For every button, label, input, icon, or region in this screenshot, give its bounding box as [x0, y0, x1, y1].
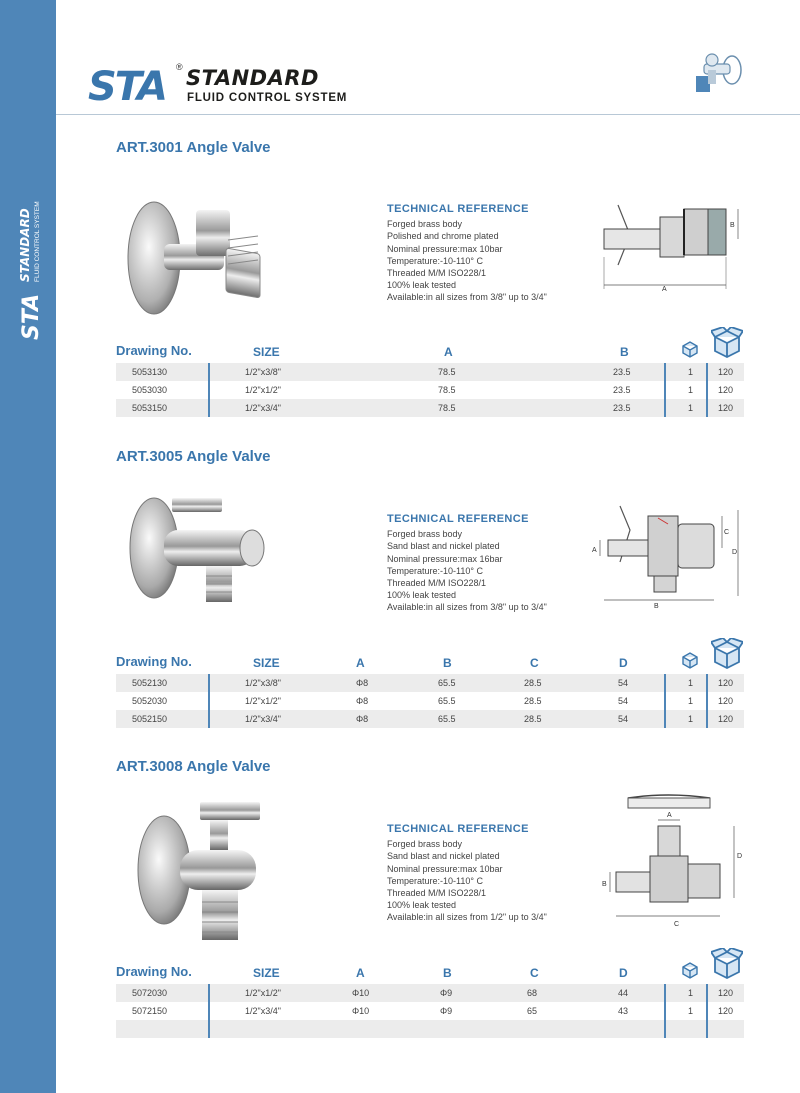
cell-b: 23.5 — [613, 403, 631, 413]
cell-drawing-no: 5052130 — [132, 678, 168, 688]
tech-line: Nominal pressure:max 16bar — [387, 553, 503, 564]
table-row — [116, 1020, 744, 1038]
header-divider — [56, 114, 800, 115]
tech-line: Threaded M/M ISO228/1 — [387, 578, 487, 589]
row-divider — [208, 984, 210, 1002]
dim-label-c: C — [724, 529, 730, 536]
tech-line: Forged brass body — [387, 529, 463, 540]
cell-b: 23.5 — [613, 367, 631, 377]
cell-size: 1/2"x1/2" — [245, 696, 281, 706]
tech-reference-3008 — [387, 823, 547, 924]
cell-qty-carton: 120 — [718, 385, 734, 395]
row-divider — [208, 710, 210, 728]
cell-qty-carton: 120 — [718, 1006, 734, 1016]
table-row — [116, 710, 744, 728]
cell-drawing-no: 5072150 — [132, 1006, 168, 1016]
row-divider — [706, 381, 708, 399]
cell-c: 65 — [527, 1006, 538, 1016]
row-divider — [664, 984, 666, 1002]
dim-label-d: D — [737, 853, 743, 860]
cell-b: 23.5 — [613, 385, 631, 395]
single-box-icon — [681, 961, 699, 979]
tech-title: TECHNICAL REFERENCE — [387, 203, 529, 215]
table-row — [116, 363, 744, 381]
row-divider — [664, 363, 666, 381]
cell-a: 78.5 — [438, 403, 456, 413]
cell-a: Φ8 — [356, 696, 369, 706]
cell-qty-carton: 120 — [718, 696, 734, 706]
sidebar — [0, 0, 56, 1093]
row-divider — [208, 692, 210, 710]
cell-d: 43 — [618, 1006, 629, 1016]
cell-qty-carton: 120 — [718, 988, 734, 998]
col-a: A — [356, 966, 365, 980]
tech-line: Nominal pressure:max 10bar — [387, 863, 503, 874]
cell-qty-box: 1 — [688, 678, 694, 688]
cell-b: Φ9 — [440, 988, 453, 998]
col-size: SIZE — [253, 345, 280, 359]
brand-name: STANDARD — [186, 66, 319, 90]
cell-size: 1/2"x3/8" — [245, 367, 281, 377]
col-d: D — [619, 656, 628, 670]
cell-c: 28.5 — [524, 696, 542, 706]
tech-line: 100% leak tested — [387, 280, 457, 291]
row-divider — [706, 363, 708, 381]
col-drawing-no: Drawing No. — [116, 964, 192, 979]
table-row — [116, 399, 744, 417]
tech-line: 100% leak tested — [387, 900, 457, 911]
logo-sta-text: STA — [88, 64, 166, 106]
tech-line: Sand blast and nickel plated — [387, 851, 500, 862]
row-divider — [664, 399, 666, 417]
cell-d: 54 — [618, 678, 629, 688]
dim-label-b: B — [602, 881, 607, 888]
product-image-3001 — [124, 190, 274, 330]
row-divider — [664, 381, 666, 399]
tech-line: Temperature:-10-110° C — [387, 565, 483, 576]
row-divider — [664, 710, 666, 728]
carton-box-icon — [711, 327, 743, 359]
row-divider — [208, 363, 210, 381]
tech-line: Nominal pressure:max 10bar — [387, 243, 503, 254]
product-image-3008 — [130, 800, 276, 950]
sidebar-sta: STA — [19, 293, 44, 340]
cell-qty-box: 1 — [688, 988, 694, 998]
cell-size: 1/2"x3/4" — [245, 403, 281, 413]
section-title-3001: ART.3001 Angle Valve — [116, 139, 271, 156]
single-box-icon — [681, 340, 699, 358]
tech-line: Forged brass body — [387, 219, 463, 230]
cell-a: 78.5 — [438, 367, 456, 377]
sidebar-logo — [8, 185, 48, 345]
cell-size: 1/2"x3/4" — [245, 1006, 281, 1016]
single-box-icon — [681, 651, 699, 669]
table-row — [116, 381, 744, 399]
dim-label-a: A — [667, 812, 672, 819]
spec-table-3005 — [116, 648, 744, 728]
logo — [88, 62, 183, 106]
row-divider — [706, 1002, 708, 1020]
dim-label-d: D — [732, 549, 738, 556]
technical-drawing-3008 — [598, 790, 746, 930]
row-divider — [208, 674, 210, 692]
col-size: SIZE — [253, 656, 280, 670]
col-size: SIZE — [253, 966, 280, 980]
cell-qty-box: 1 — [688, 714, 694, 724]
row-divider — [706, 674, 708, 692]
row-divider — [208, 1020, 210, 1038]
row-divider — [706, 1020, 708, 1038]
cell-drawing-no: 5053150 — [132, 403, 168, 413]
sidebar-brand-name: STANDARD — [18, 208, 32, 282]
cell-drawing-no: 5072030 — [132, 988, 168, 998]
tech-line: Forged brass body — [387, 839, 463, 850]
col-b: B — [443, 656, 452, 670]
valve-icon — [686, 44, 746, 100]
cell-a: 78.5 — [438, 385, 456, 395]
tech-line: Threaded M/M ISO228/1 — [387, 888, 487, 899]
cell-b: 65.5 — [438, 678, 456, 688]
cell-b: 65.5 — [438, 714, 456, 724]
col-c: C — [530, 656, 539, 670]
cell-drawing-no: 5052030 — [132, 696, 168, 706]
cell-drawing-no: 5052150 — [132, 714, 168, 724]
product-image-3005 — [124, 490, 274, 614]
row-divider — [208, 381, 210, 399]
tech-reference-3005 — [387, 513, 547, 614]
cell-qty-box: 1 — [688, 1006, 694, 1016]
carton-box-icon — [711, 948, 743, 980]
cell-size: 1/2"x1/2" — [245, 385, 281, 395]
col-b: B — [620, 345, 629, 359]
cell-qty-box: 1 — [688, 696, 694, 706]
cell-qty-carton: 120 — [718, 367, 734, 377]
carton-box-icon — [711, 638, 743, 670]
cell-drawing-no: 5053030 — [132, 385, 168, 395]
cell-size: 1/2"x3/4" — [245, 714, 281, 724]
row-divider — [208, 399, 210, 417]
tech-line: Sand blast and nickel plated — [387, 541, 500, 552]
dim-label-c: C — [674, 921, 680, 928]
technical-drawing-3001 — [596, 195, 746, 295]
technical-drawing-3005 — [590, 500, 746, 610]
col-drawing-no: Drawing No. — [116, 343, 192, 358]
row-divider — [706, 710, 708, 728]
cell-qty-carton: 120 — [718, 403, 734, 413]
cell-b: 65.5 — [438, 696, 456, 706]
table-row — [116, 692, 744, 710]
col-b: B — [443, 966, 452, 980]
section-title-3005: ART.3005 Angle Valve — [116, 448, 271, 465]
cell-qty-box: 1 — [688, 385, 694, 395]
sidebar-tagline: FLUID CONTROL SYSTEM — [34, 201, 41, 282]
cell-qty-carton: 120 — [718, 714, 734, 724]
row-divider — [208, 1002, 210, 1020]
row-divider — [664, 674, 666, 692]
cell-qty-carton: 120 — [718, 678, 734, 688]
tech-line: Available:in all sizes from 3/8" up to 3/4" — [387, 602, 547, 613]
table-row — [116, 984, 744, 1002]
section-title-3008: ART.3008 Angle Valve — [116, 758, 271, 775]
table-header — [116, 958, 744, 984]
cell-c: 28.5 — [524, 678, 542, 688]
cell-drawing-no: 5053130 — [132, 367, 168, 377]
col-c: C — [530, 966, 539, 980]
tech-title: TECHNICAL REFERENCE — [387, 823, 529, 835]
dim-label-b: B — [730, 222, 735, 229]
row-divider — [706, 399, 708, 417]
row-divider — [664, 1002, 666, 1020]
cell-a: Φ8 — [356, 714, 369, 724]
col-a: A — [356, 656, 365, 670]
cell-b: Φ9 — [440, 1006, 453, 1016]
table-row — [116, 1002, 744, 1020]
row-divider — [664, 692, 666, 710]
cell-d: 54 — [618, 714, 629, 724]
tech-line: Available:in all sizes from 3/8" up to 3/4" — [387, 292, 547, 303]
tech-title: TECHNICAL REFERENCE — [387, 513, 529, 525]
cell-a: Φ8 — [356, 678, 369, 688]
row-divider — [706, 692, 708, 710]
dim-label-a: A — [662, 286, 667, 293]
col-d: D — [619, 966, 628, 980]
col-a: A — [444, 345, 453, 359]
spec-table-3001 — [116, 337, 744, 417]
cell-c: 28.5 — [524, 714, 542, 724]
table-row — [116, 674, 744, 692]
cell-d: 44 — [618, 988, 629, 998]
tech-line: Polished and chrome plated — [387, 231, 499, 242]
cell-qty-box: 1 — [688, 403, 694, 413]
col-drawing-no: Drawing No. — [116, 654, 192, 669]
cell-size: 1/2"x1/2" — [245, 988, 281, 998]
registered-mark: ® — [176, 62, 183, 72]
tech-line: Available:in all sizes from 1/2" up to 3/4" — [387, 912, 547, 923]
tech-reference-3001 — [387, 203, 547, 304]
cell-c: 68 — [527, 988, 538, 998]
cell-d: 54 — [618, 696, 629, 706]
brand-tagline: FLUID CONTROL SYSTEM — [187, 92, 348, 104]
cell-qty-box: 1 — [688, 367, 694, 377]
tech-line: Threaded M/M ISO228/1 — [387, 268, 487, 279]
spec-table-3008 — [116, 958, 744, 1038]
dim-label-b: B — [654, 603, 659, 610]
dim-label-a: A — [592, 547, 597, 554]
row-divider — [664, 1020, 666, 1038]
cell-a: Φ10 — [352, 988, 370, 998]
row-divider — [706, 984, 708, 1002]
cell-size: 1/2"x3/8" — [245, 678, 281, 688]
tech-line: Temperature:-10-110° C — [387, 255, 483, 266]
cell-a: Φ10 — [352, 1006, 370, 1016]
table-header — [116, 337, 744, 363]
tech-line: Temperature:-10-110° C — [387, 875, 483, 886]
tech-line: 100% leak tested — [387, 590, 457, 601]
table-header — [116, 648, 744, 674]
